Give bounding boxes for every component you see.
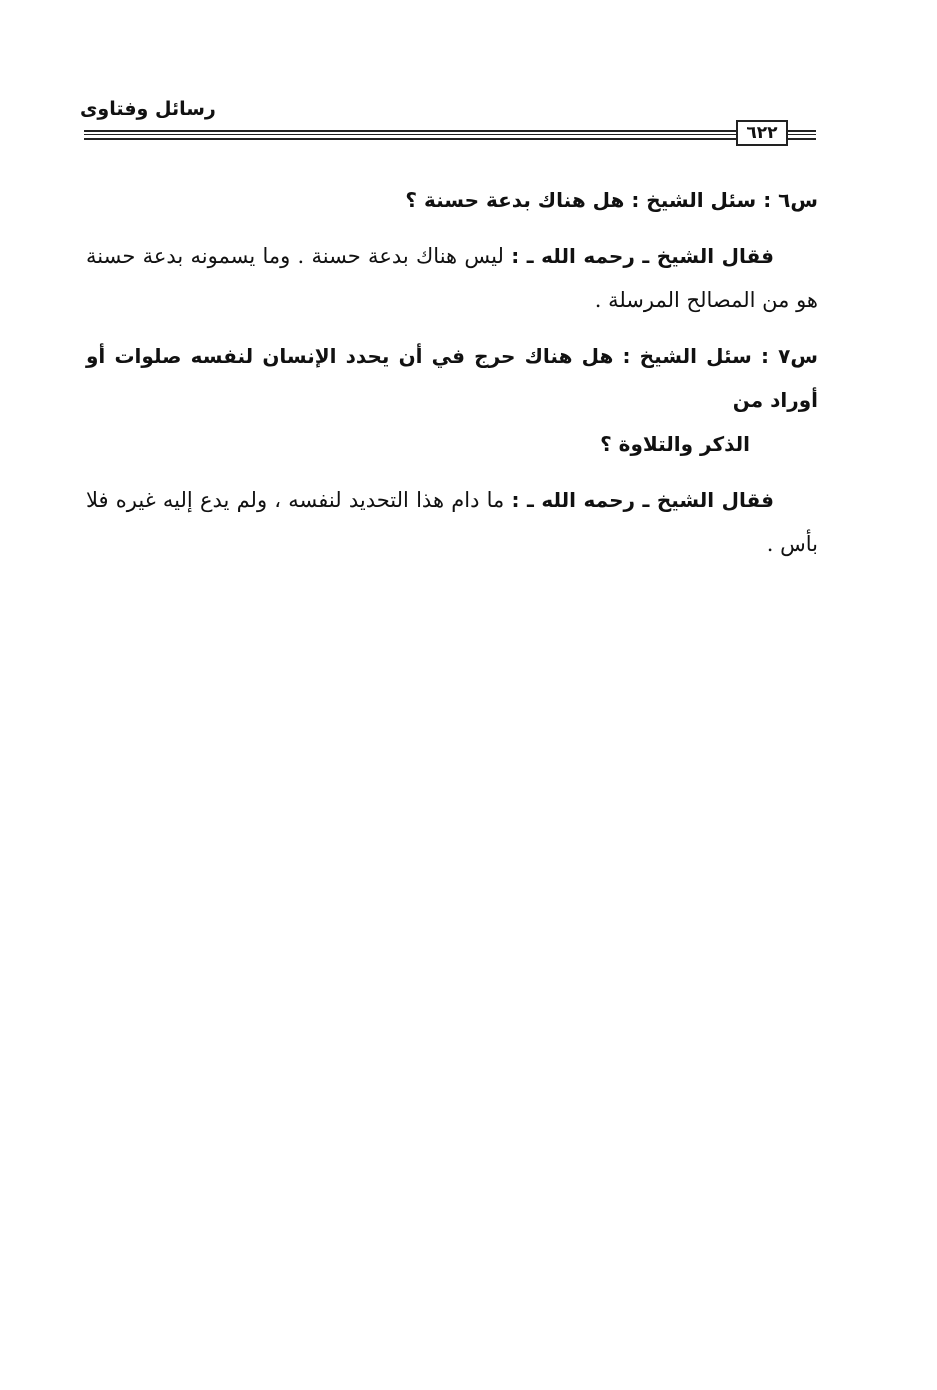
answer-text: ليس هناك بدعة حسنة . وما يسمونه بدعة حسنة هو من المصالح المرسلة . xyxy=(86,244,818,312)
page-content xyxy=(86,178,818,578)
header-rule-top xyxy=(84,130,816,132)
answer-6 xyxy=(86,234,818,322)
question-text: سئل الشيخ : هل هناك بدعة حسنة ؟ xyxy=(405,188,757,212)
header-rule-bottom xyxy=(84,138,816,140)
answer-7 xyxy=(86,478,818,566)
question-text: سئل الشيخ : هل هناك حرج في أن يحدد الإنسان لنفسه صلوات أو أوراد من xyxy=(86,344,818,412)
answer-speaker: فقال الشيخ ـ رحمه الله ـ : xyxy=(511,244,774,268)
question-label: س٦ : xyxy=(763,188,818,212)
question-6 xyxy=(86,178,818,222)
question-text-continued: الذكر والتلاوة ؟ xyxy=(600,432,750,456)
page-number: ٦٢٢ xyxy=(736,120,788,146)
header-rule-middle xyxy=(84,134,816,135)
answer-text: ما دام هذا التحديد لنفسه ، ولم يدع إليه غيره فلا بأس . xyxy=(86,488,818,556)
question-label: س٧ : xyxy=(761,344,818,368)
running-title: رسائل وفتاوى xyxy=(80,98,216,120)
answer-speaker: فقال الشيخ ـ رحمه الله ـ : xyxy=(511,488,774,512)
question-7 xyxy=(86,334,818,466)
